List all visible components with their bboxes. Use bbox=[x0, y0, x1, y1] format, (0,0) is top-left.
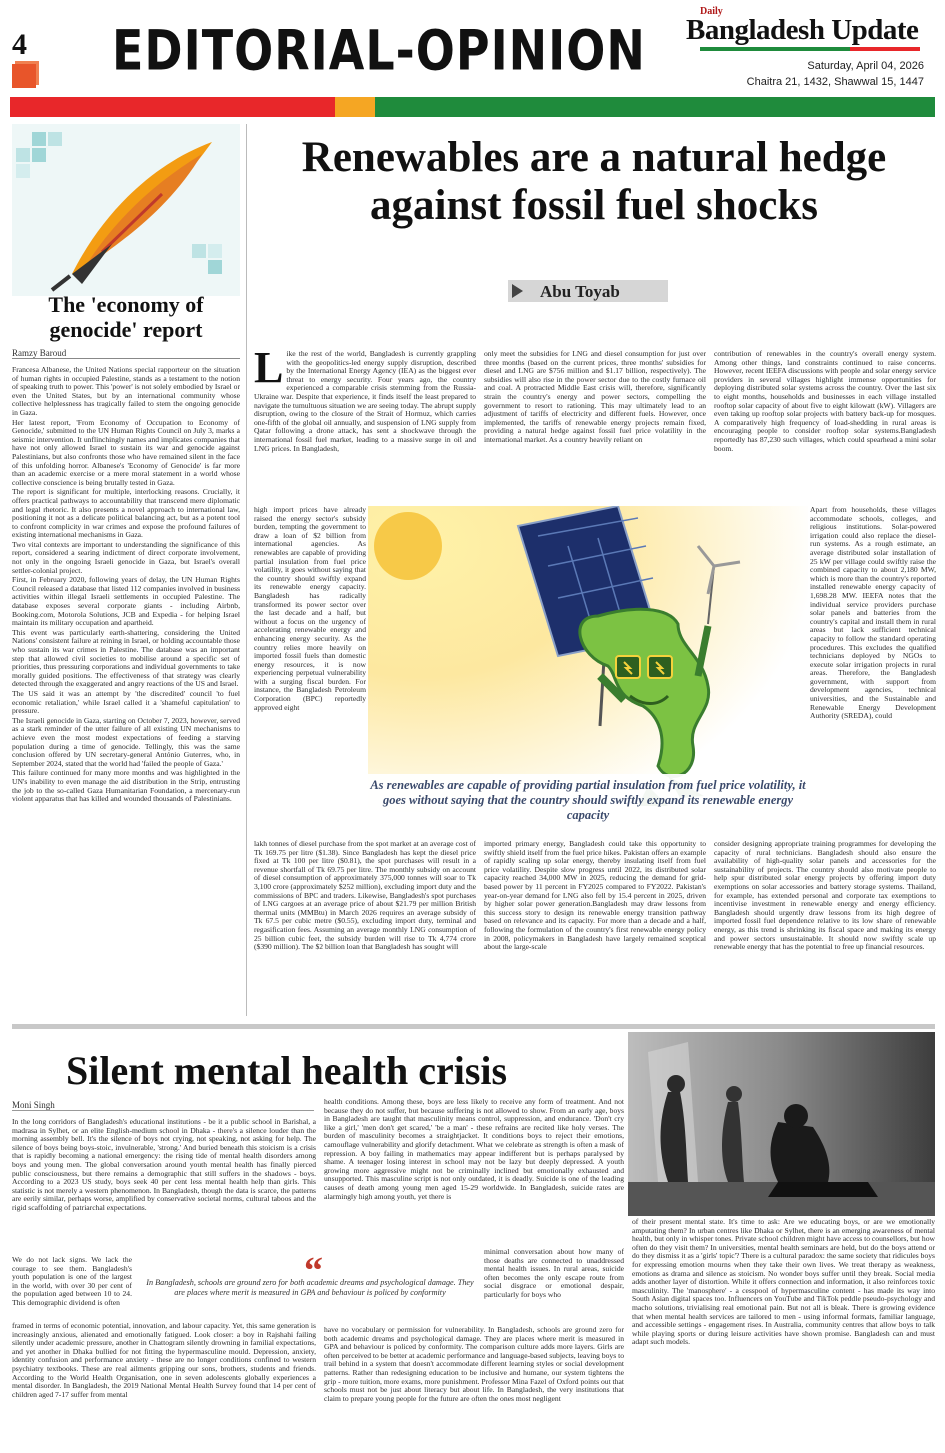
mental-health-column: We do not lack signs. We lack the courage to see them. Bangladesh's youth population is one of the largest in the world, with over 30 per cent of the population aged between 10 to 24. This demographic dividend is often bbox=[12, 1256, 132, 1307]
illustration-caption: As renewables are capable of providing partial insulation from fuel price volatility, it goes without saying that the country should swiftly expand its renewable energy capacity bbox=[368, 774, 808, 832]
paragraph: Her latest report, 'From Economy of Occupation to Economy of Genocide,' submitted to the UN Human Rights Council on July 3, marks a seismic intervention. It unflinchingly names and implicates companies that have not only allowed Israel to sustain its war and genocide against Palestinians, but also confronts those who have remained silent in the face of this unfolding horror. Albanese's 'Economy of Genocide' is far more than an academic exercise or a mere moral statement in a world whose collective conscience is being brutally tested in Gaza. bbox=[12, 417, 240, 487]
pull-quote: In Bangladesh, schools are ground zero for both academic dreams and psychological damage. They are places where merit is measured in GPA and behaviour is policed by conformity bbox=[146, 1278, 474, 1297]
main-article-column: lakh tonnes of diesel purchase from the spot market at an average cost of Tk 169.75 per litre ($1.38). Since Bangladesh has kept the diesel price fixed at Tk 100 per litre ($0.81), the spot purchases will result in a revenue shortfall of Tk 69.75 per litre. The monthly subsidy on account of diesel consumption of approximately 375,000 tonnes will soar to Tk 3,100 crore (approximately $252 million), excluding import duty and the commissions of BPC and traders. Likewise, Bangladesh's spot purchases of LNG cargoes at an average price of about $21.79 per million British thermal units (MMBtu) in March 2026 requires an average subsidy of Tk 67.5 per cubic metre ($0.55), excluding import duty, terminal and regasification fees. Assuming an average monthly LNG consumption of 25 billion cubic feet, the subsidy burden will rise to Tk 4,774 crore ($390 million). The $2 billion loan that Bangladesh has sought will bbox=[254, 840, 476, 952]
mental-health-column: minimal conversation about how many of those deaths are connected to unaddressed mental health issues. In rural areas, suicide often becomes the only escape route from social disgrace or emotional despair, particularly for boys who bbox=[484, 1248, 624, 1299]
quote-icon: “ bbox=[304, 1250, 323, 1292]
date-other-calendars: Chaitra 21, 1432, Shawwal 15, 1447 bbox=[746, 76, 924, 88]
dropcap: L bbox=[254, 350, 284, 392]
mental-health-author: Moni Singh bbox=[12, 1100, 55, 1110]
mental-health-column: In the long corridors of Bangladesh's educational institutions - be it a public school in Barishal, a madrasa in Sylhet, or an elite English-medium school in Dhaka - there's a silence louder than the morning assembly bell. It's the silence of boys not crying, not speaking, not asking for help. The silence of boys being boys-stoic, invulnerable, 'strong.' And buried beneath this stoicism is a crisis that is rapidly becoming a national emergency: the rising tide of mental health disorders among boys and young men. The global conversation around youth mental health has finally pierced public consciousness, but there remains a demographic that still suffers in the shadows - boys. According to a 2023 US study, boys seek 40 per cent less mental health help than girls. This statistic is not merely a western phenomenon. In Bangladesh, though the data is scarce, the patterns are eerily similar, perhaps worse, amplified by conservative societal norms, cultural taboos and the rigid scaffolding of patriarchal expectations. bbox=[12, 1118, 316, 1212]
paragraph: This event was particularly earth-shattering, considering the United Nations' consistent failure at reining in Israel, or holding accountable those who sustain its war crimes in Palestine. The database was an important step that allowed civil societies to mobilise around a specific set of priorities, thus pressuring corporations and individual governments to take morally guided positions. The effectiveness of that strategy was clearly detected through the exaggerated and angry reactions of the US and Israel. bbox=[12, 627, 240, 689]
paragraph: First, in February 2020, following years of delay, the UN Human Rights Council released a database that listed 112 companies involved in business activities within illegal Israeli settlements in occupied Palestine. The database exposes several corporate giants - including Airbnb, Booking.com, Motorola Solutions, JCB and Expedia - for helping Israel maintain its military occupation and apartheid. bbox=[12, 575, 240, 628]
main-article-column: Apart from households, these villages accommodate schools, colleges, and religious institutions. Solar-powered irrigation could also replace the diesel-run systems. As a rough estimate, an average distributed solar installation of 25 kW per village could swiftly raise the combined capacity to about 2,180 MW, which is more than the country's reported installed renewable energy capacity of 1,698.28 MW. IEEFA notes that the individual service providers purchase solar panels and batteries from the country's capital and install them in rural areas but lack sufficient technical capacity to follow the standard operating procedures. This excludes the qualified technicians deployed by NGOs to execute solar irrigation projects in rural areas. Therefore, the Bangladesh government, with support from development agencies, technical universities, and the Sustainable and Renewable Energy Development Authority (SREDA), could bbox=[810, 506, 936, 721]
main-article-author: Abu Toyab bbox=[540, 282, 620, 301]
main-article-column: high import prices have already raised the energy sector's subsidy burden, tempting the government to draw a loan of $2 billion from international agencies. As renewables are capable of providing partial insulation from fuel price volatility, it goes without saying that the country should swiftly expand its renewable energy capacity. Bangladesh has radically transformed its power sector over the last decade and a half, but without a focus on the urgency of accelerating renewable energy and enhancing energy security. As the country relies more heavily on imported fossil fuels than domestic energy resources, it is now experiencing perpetual vulnerability with a surging fiscal burden. For instance, the Bangladesh Petroleum Corporation (BPC) reportedly approved eight bbox=[254, 506, 366, 712]
play-arrow-icon bbox=[512, 284, 523, 298]
paragraph: The US said it was an attempt by 'the discredited' council 'to fuel economic retaliation,' while Israel called it a 'shameful capitulation' to pressure. bbox=[12, 688, 240, 716]
paragraph: The report is significant for multiple, interlocking reasons. Crucially, it offers practical pathways to accountability that transcend mere diplomatic and legal rhetoric. It also presents a novel approach to international law, positioning it not as a delicate political balancing act, but as a potent tool to confront complicity in war crimes and expose the profound failures of existing international mechanisms in Gaza. bbox=[12, 487, 240, 540]
article-text: ike the rest of the world, Bangladesh is currently grappling with the geopolitics-led energy supply disruption, described by the International Energy Agency (IEA) as the biggest ever threat to energy security. Four years ago, the country experienced a comparable crisis stemming from the Russia-Ukraine war. Despite that experience, it finds itself the least prepared to navigate the tumultuous situation we are seeing today. The abrupt supply disruption, owing to the closure of the Strait of Hormuz, which carries one-fifth of the global oil annually, and suspension of LNG supply from Qatar following a drone attack, has sent a shockwave through the international fossil fuel market, leading to a massive surge in oil and LNG prices. In Bangladesh, bbox=[254, 350, 476, 453]
masthead-color-bar bbox=[10, 97, 935, 117]
brand-daily-label: Daily bbox=[700, 6, 723, 17]
author-divider bbox=[12, 358, 240, 359]
column-divider bbox=[246, 124, 247, 1016]
mental-health-column: have no vocabulary or permission for vulnerability. In Bangladesh, schools are ground zero for both academic dreams and psychological damage. They are places where merit is measured in GPA and behaviour is policed by conformity. The comparison culture adds more layers. Girls are often perceived to be better at academic performance and language-based subjects, leaving boys to trail behind in a system that doesn't accommodate different learning styles or social development patterns. Rather than redesigning education to be inclusive and humane, our system tightens the grip - more tuition, more exams, more punishment. Professor Mina Fazel of Oxford points out that schools must not be just about literacy but about life. In Bangladesh, the very institutions that claim to prepare young people for the future are often the ones most negligent bbox=[324, 1326, 624, 1403]
sitting-person-photo bbox=[628, 1032, 935, 1216]
author-divider bbox=[12, 1110, 314, 1111]
section-title: EDITORIAL-OPINION bbox=[112, 18, 646, 83]
brand-logo: Bangladesh Update bbox=[686, 14, 919, 46]
mental-health-column: health conditions. Among these, boys are less likely to receive any form of treatment. And not because they do not suffer, but because suffering is not allowed to show. From an early age, boys in Bangladesh are taught that masculinity means control, suppression, and endurance. 'Don't cry like a girl,' 'men don't get scared,' 'be a man' - these refrains are recited like holy verses. The burden of masculinity becomes a straightjacket. It conditions boys to reject their emotions, camouflage vulnerability and glorify detachment. What we celebrate as strength is often a mask of repression. A boy failing in mathematics may appear indifferent but is perhaps paralysed by shame. A teenager losing interest in school may not be lazy but deeply depressed. A youth growing more aggressive might not be criminally inclined but emotionally exhausted and unsupported. This masculine script is not only outdated, it is deadly. Suicide is one of the leading causes of death among young men aged 15-29 worldwide. In Bangladesh, suicide rates are alarmingly high among youth, yet there is bbox=[324, 1098, 624, 1201]
quill-pen-icon bbox=[12, 124, 240, 296]
paragraph: This failure continued for many more months and was highlighted in the UN's inability to even manage the aid distribution in the Strip, entrusting the job to the so-called Gaza Humanitarian Foundation, a mercenary-run violent apparatus that has killed and wounded thousands of Palestinians. bbox=[12, 768, 240, 804]
mental-health-column: framed in terms of economic potential, innovation, and labour capacity. Yet, this same generation is increasingly anxious, alienated and emotionally fatigued. Look closer: a boy in Rajshahi failing silently under academic pressure, another in Chattogram silently drowning in familial expectations, and yet another in Dhaka bullied for not fitting the hypermasculine mould. Depression, anxiety, identity confusion and performance anxiety - these are no longer conditions confined to western psychiatry textbooks. These are real ailments gripping our sons, brothers, students and friends. According to the World Health Organisation, one in seven adolescents globally experiences a mental disorder. In Bangladesh, the 2019 National Mental Health Survey found that 14 per cent of children aged 7-17 suffer from mental bbox=[12, 1322, 316, 1399]
main-article-column: consider designing appropriate training programmes for developing the capacity of rural technicians. Bangladesh should also ensure the availability of high-quality solar panels and accessories for the sustainability of projects. The country should also motivate people to help spur distributed solar energy projects by offering import duty exemptions on solar accessories and battery storage systems. Thailand, for example, has extended personal and corporate tax exemptions to incentivise investment in renewable energy and energy efficiency. Bangladesh should urgently draw lessons from its high degree of imported fossil fuel dependence relative to its low share of renewable energy, as this trend is shrinking its fiscal space and making its energy and power sectors unsustainable. It should now swiftly scale up renewable energy that has the potential to free up financial resources. bbox=[714, 840, 936, 952]
mental-health-headline: Silent mental health crisis bbox=[66, 1048, 508, 1093]
date-gregorian: Saturday, April 04, 2026 bbox=[807, 60, 924, 72]
brand-swoosh-icon bbox=[700, 46, 920, 52]
main-article-headline: Renewables are a natural hedge against fossil fuel shocks bbox=[301, 134, 887, 229]
section-divider bbox=[12, 1024, 935, 1029]
main-article-column: imported primary energy, Bangladesh could take this opportunity to swiftly shield itself from the fuel price hikes. Pakistan offers an example of rapidly scaling up solar energy, thereby insulating itself from fuel price volatility. Despite slow progress until 2022, its distributed solar capacity reached 34,000 MW in 2025, reducing the demand for grid-based power by 11 percent in FY2025 compared to FY2022. Pakistan's year-on-year demand for LNG also fell by 15.4 percent in 2025, driven by higher solar power generation.Bangladesh may draw lessons from this success story to design its renewable energy transition pathway based on relevance and its capacity. For more than a decade and a half, following the formulation of the country's first renewable energy policy in 2008, policymakers in Bangladesh have largely remained sceptical about the large-scale bbox=[484, 840, 706, 952]
main-article-column: only meet the subsidies for LNG and diesel consumption for just over three months (based on the current prices, three months' subsidies for diesel and LNG are $756 million and $1.17 billion, respectively). The subsidies will also rise in the power sector due to the costly furnace oil and coal. A protracted Middle East crisis will, therefore, significantly strain the country's energy and power sectors, compelling the government to resort to rationing. This may ultimately lead to an adjustment of tariffs of electricity and different fuels. However, once implemented, the tariffs of renewable energy projects remain fixed, providing a natural hedge against fossil fuel price volatility in the international market. As a country heavily reliant on bbox=[484, 350, 706, 444]
cube-icon bbox=[12, 64, 36, 88]
page-number: 4 bbox=[12, 28, 27, 61]
paragraph: The Israeli genocide in Gaza, starting on October 7, 2023, however, served as a stark reminder of the utter failure of all existing UN mechanisms to achieve even the most modest expectations of feeding a starving population during a time of genocide. Tellingly, this was the same conclusion offered by UN secretary-general António Guterres, who, in September 2024, stated that the world had 'failed the people of Gaza.' bbox=[12, 715, 240, 768]
paragraph: Francesa Albanese, the United Nations special rapporteur on the situation of human rights in occupied Palestine, stands as a testament to the notion of speaking truth to power. This 'power' is not solely embodied by Israel or even the United States, but by an international community whose collective helplessness has tragically failed to stem the ongoing genocide in Gaza. bbox=[12, 366, 240, 417]
mental-health-column: of their present mental state. It's time to ask: Are we educating boys, or are we emotionally amputating them? In urban centres like Dhaka or Sylhet, there is an emerging awareness of mental health, but only in whisper tones. Private school children might have access to counsellors, but how often do they visit them? In universities, mental health seminars are held, but do the boys attend or do they dismiss it as a 'girls' topic'? There is a cultural paradox: the same society that ridicules boys for expressing emotion mourns when they take their own lives. We treat therapy as weakness, emotions as drama and silence as stoicism. No wonder boys suffer until they break. Social media adds another layer of distortion. While it offers connection and information, it also reinforces toxic masculinity. The 'manosphere' - a cesspool of hypermasculine content - has made its way into South Asian digital spaces too. Influencers on YouTube and TikTok peddle pseudo-psychology and macho solutions, trivialising real emotional pain. But not all is bleak. There is growing evidence that when mental health services are tailored to men - using informal formats, familiar language, and accessible settings - engagement rises. In Australia, community centres that allow boys to talk while playing sports or during leisure activities have shown promise. Bangladesh can and must adapt such models. bbox=[632, 1218, 935, 1347]
main-article-column bbox=[254, 350, 476, 506]
left-article-body bbox=[12, 366, 240, 1016]
left-article-headline: The 'economy of genocide' report bbox=[48, 292, 204, 342]
left-article-author: Ramzy Baroud bbox=[12, 348, 67, 358]
paragraph: Two vital contexts are important to understanding the significance of this report, considered a searing indictment of direct corporate involvement, not only in the ongoing Israeli genocide in Gaza, but Israel's overall settler-colonial project. bbox=[12, 539, 240, 575]
main-article-column: contribution of renewables in the country's overall energy system. Among other things, land constraints continued to raise concerns. However, recent IEEFA discussions with people and solar energy service providers in several villages highlight immense opportunities for deploying distributed solar systems across the country. Over the last six to eight months, households and businesses in each village installed rooftop solar capacity of about five to eight kilowatt (kW). Villagers are even taking up rooftop solar projects with battery back-up for mosques. A comparatively high frequency of load-shedding in rural areas is encouraging people to consider rooftop solar systems.Bangladesh reportedly has 87,230 such villages, which could spearhead a mini solar boom. bbox=[714, 350, 936, 453]
